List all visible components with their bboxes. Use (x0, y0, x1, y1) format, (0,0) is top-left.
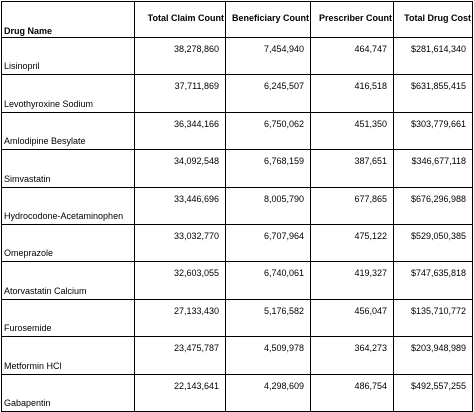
prescriber-count-cell: 677,865 (311, 187, 394, 224)
prescriber-count-cell: 464,747 (311, 38, 394, 75)
beneficiary-count-cell: 4,298,609 (226, 374, 311, 411)
total-claim-count-cell: 32,603,055 (135, 262, 226, 299)
header-prescriber-count: Prescriber Count (311, 2, 394, 38)
table-header-row (2, 2, 473, 38)
drug-name-cell: Simvastatin (2, 150, 135, 187)
table-row (2, 112, 473, 149)
prescriber-count-cell: 364,273 (311, 337, 394, 374)
table-row (2, 374, 473, 411)
drug-name-cell: Furosemide (2, 299, 135, 336)
prescriber-count-cell: 416,518 (311, 75, 394, 112)
drug-name-cell: Lisinopril (2, 38, 135, 75)
drug-cost-table (1, 1, 473, 412)
table-row (2, 224, 473, 261)
header-drug-name: Drug Name (2, 2, 135, 38)
prescriber-count-cell: 486,754 (311, 374, 394, 411)
drug-name-cell: Levothyroxine Sodium (2, 75, 135, 112)
drug-name-cell: Omeprazole (2, 224, 135, 261)
table-row (2, 187, 473, 224)
drug-name-cell: Amlodipine Besylate (2, 112, 135, 149)
total-claim-count-cell: 22,143,641 (135, 374, 226, 411)
total-claim-count-cell: 36,344,166 (135, 112, 226, 149)
total-drug-cost-cell: $631,855,415 (394, 75, 473, 112)
drug-name-cell: Atorvastatin Calcium (2, 262, 135, 299)
header-total-claim-count: Total Claim Count (135, 2, 226, 38)
total-drug-cost-cell: $203,948,989 (394, 337, 473, 374)
total-claim-count-cell: 37,711,869 (135, 75, 226, 112)
beneficiary-count-cell: 6,750,062 (226, 112, 311, 149)
beneficiary-count-cell: 6,245,507 (226, 75, 311, 112)
total-claim-count-cell: 27,133,430 (135, 299, 226, 336)
beneficiary-count-cell: 5,176,582 (226, 299, 311, 336)
prescriber-count-cell: 419,327 (311, 262, 394, 299)
total-claim-count-cell: 38,278,860 (135, 38, 226, 75)
drug-name-cell: Metformin HCl (2, 337, 135, 374)
drug-name-cell: Gabapentin (2, 374, 135, 411)
table-body (2, 38, 473, 412)
total-drug-cost-cell: $281,614,340 (394, 38, 473, 75)
total-drug-cost-cell: $492,557,255 (394, 374, 473, 411)
beneficiary-count-cell: 6,707,964 (226, 224, 311, 261)
total-drug-cost-cell: $303,779,661 (394, 112, 473, 149)
total-drug-cost-cell: $135,710,772 (394, 299, 473, 336)
beneficiary-count-cell: 4,509,978 (226, 337, 311, 374)
total-claim-count-cell: 33,446,696 (135, 187, 226, 224)
total-drug-cost-cell: $747,635,818 (394, 262, 473, 299)
table-row (2, 299, 473, 336)
table-row (2, 150, 473, 187)
total-drug-cost-cell: $529,050,385 (394, 224, 473, 261)
prescriber-count-cell: 475,122 (311, 224, 394, 261)
drug-name-cell: Hydrocodone-Acetaminophen (2, 187, 135, 224)
total-claim-count-cell: 23,475,787 (135, 337, 226, 374)
beneficiary-count-cell: 6,740,061 (226, 262, 311, 299)
total-drug-cost-cell: $676,296,988 (394, 187, 473, 224)
total-claim-count-cell: 34,092,548 (135, 150, 226, 187)
header-total-drug-cost: Total Drug Cost (394, 2, 473, 38)
table-row (2, 337, 473, 374)
prescriber-count-cell: 387,651 (311, 150, 394, 187)
table-row (2, 75, 473, 112)
header-beneficiary-count: Beneficiary Count (226, 2, 311, 38)
table-row (2, 38, 473, 75)
prescriber-count-cell: 451,350 (311, 112, 394, 149)
total-claim-count-cell: 33,032,770 (135, 224, 226, 261)
prescriber-count-cell: 456,047 (311, 299, 394, 336)
beneficiary-count-cell: 6,768,159 (226, 150, 311, 187)
table-row (2, 262, 473, 299)
beneficiary-count-cell: 7,454,940 (226, 38, 311, 75)
beneficiary-count-cell: 8,005,790 (226, 187, 311, 224)
total-drug-cost-cell: $346,677,118 (394, 150, 473, 187)
